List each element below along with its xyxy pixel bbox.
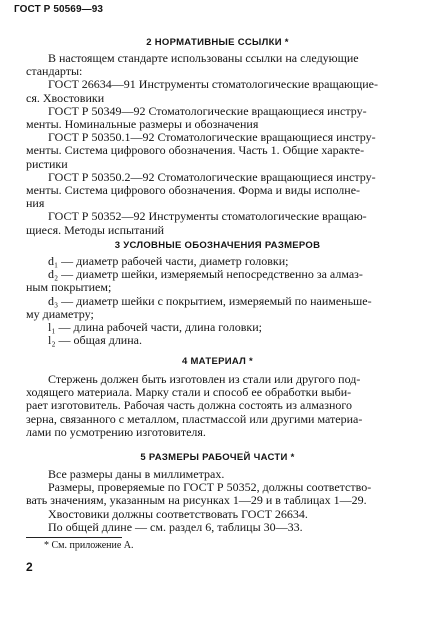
section-3-body <box>26 255 410 347</box>
text-line: му диаметру; <box>26 307 94 321</box>
text-line: ГОСТ Р 50349—92 Стоматологические вращающиеся инстру- <box>48 104 367 118</box>
section-2-body <box>26 52 410 237</box>
text-line: ГОСТ Р 50350.1—92 Стоматологические вращающиеся инстру- <box>48 131 376 145</box>
text-line: рает изготовитель. Рабочая часть должна состоять из алмазного <box>26 399 353 413</box>
text-line: зерна, связанного с металлом, пластмассой или другими материа- <box>26 412 363 426</box>
text-line: менты. Номинальные размеры и обозначения <box>26 118 259 132</box>
section-5-body <box>26 468 410 534</box>
page-number: 2 <box>26 560 33 574</box>
text-line: ния <box>26 197 45 211</box>
section-4-body <box>26 373 410 439</box>
document-header-code: ГОСТ Р 50569—93 <box>14 4 104 15</box>
text-line: В настоящем стандарте использованы ссылки на следующие <box>48 52 359 65</box>
section-5-title: 5 РАЗМЕРЫ РАБОЧЕЙ ЧАСТИ * <box>140 452 295 463</box>
text-line: d₁ — диаметр рабочей части, диаметр головки; <box>48 255 289 268</box>
text-line: вать значениям, указанным на рисунках 1—29 и в таблицах 1—29. <box>26 494 367 508</box>
text-line: Хвостовики должны соответствовать ГОСТ 26634. <box>48 507 308 521</box>
text-line: ся. Хвостовики <box>26 91 105 105</box>
text-line: ристики <box>26 157 68 171</box>
text-line: По общей длине — см. раздел 6, таблицы 30—33. <box>48 520 303 534</box>
text-line: Все размеры даны в миллиметрах. <box>48 468 225 481</box>
text-line: менты. Система цифрового обозначения. Форма и виды исполне- <box>26 184 361 198</box>
text-line: d₃ — диаметр шейки с покрытием, измеряемый по наименьше- <box>48 294 372 308</box>
footnote-divider <box>26 537 122 538</box>
text-line: стандарты: <box>26 65 83 79</box>
text-line: ходящего материала. Марку стали и способ ее обработки выби- <box>26 386 352 400</box>
section-3-title: 3 УСЛОВНЫЕ ОБОЗНАЧЕНИЯ РАЗМЕРОВ <box>114 240 321 251</box>
text-line: менты. Система цифрового обозначения. Часть 1. Общие характе- <box>26 144 365 158</box>
text-line: щиеся. Методы испытаний <box>26 223 165 237</box>
text-line: ГОСТ Р 50350.2—92 Стоматологические вращающиеся инстру- <box>48 170 376 184</box>
text-line: лами по усмотрению изготовителя. <box>26 425 206 439</box>
text-line: ГОСТ 26634—91 Инструменты стоматологические вращающие- <box>48 78 378 92</box>
footnote: * См. приложение А. <box>44 540 134 551</box>
text-line: Размеры, проверяемые по ГОСТ Р 50352, должны соответство- <box>48 481 372 495</box>
text-line: l₁ — длина рабочей части, длина головки; <box>48 321 263 335</box>
text-line: Стержень должен быть изготовлен из стали или другого под- <box>48 373 361 386</box>
section-2-title: 2 НОРМАТИВНЫЕ ССЫЛКИ * <box>146 37 289 48</box>
text-line: ГОСТ Р 50352—92 Инструменты стоматологические вращаю- <box>48 210 367 224</box>
text-line: l₂ — общая длина. <box>48 334 142 348</box>
text-line: d₂ — диаметр шейки, измеряемый непосредственно за алмаз- <box>48 268 363 282</box>
text-line: ным покрытием; <box>26 281 112 295</box>
section-4-title: 4 МАТЕРИАЛ * <box>181 356 254 367</box>
